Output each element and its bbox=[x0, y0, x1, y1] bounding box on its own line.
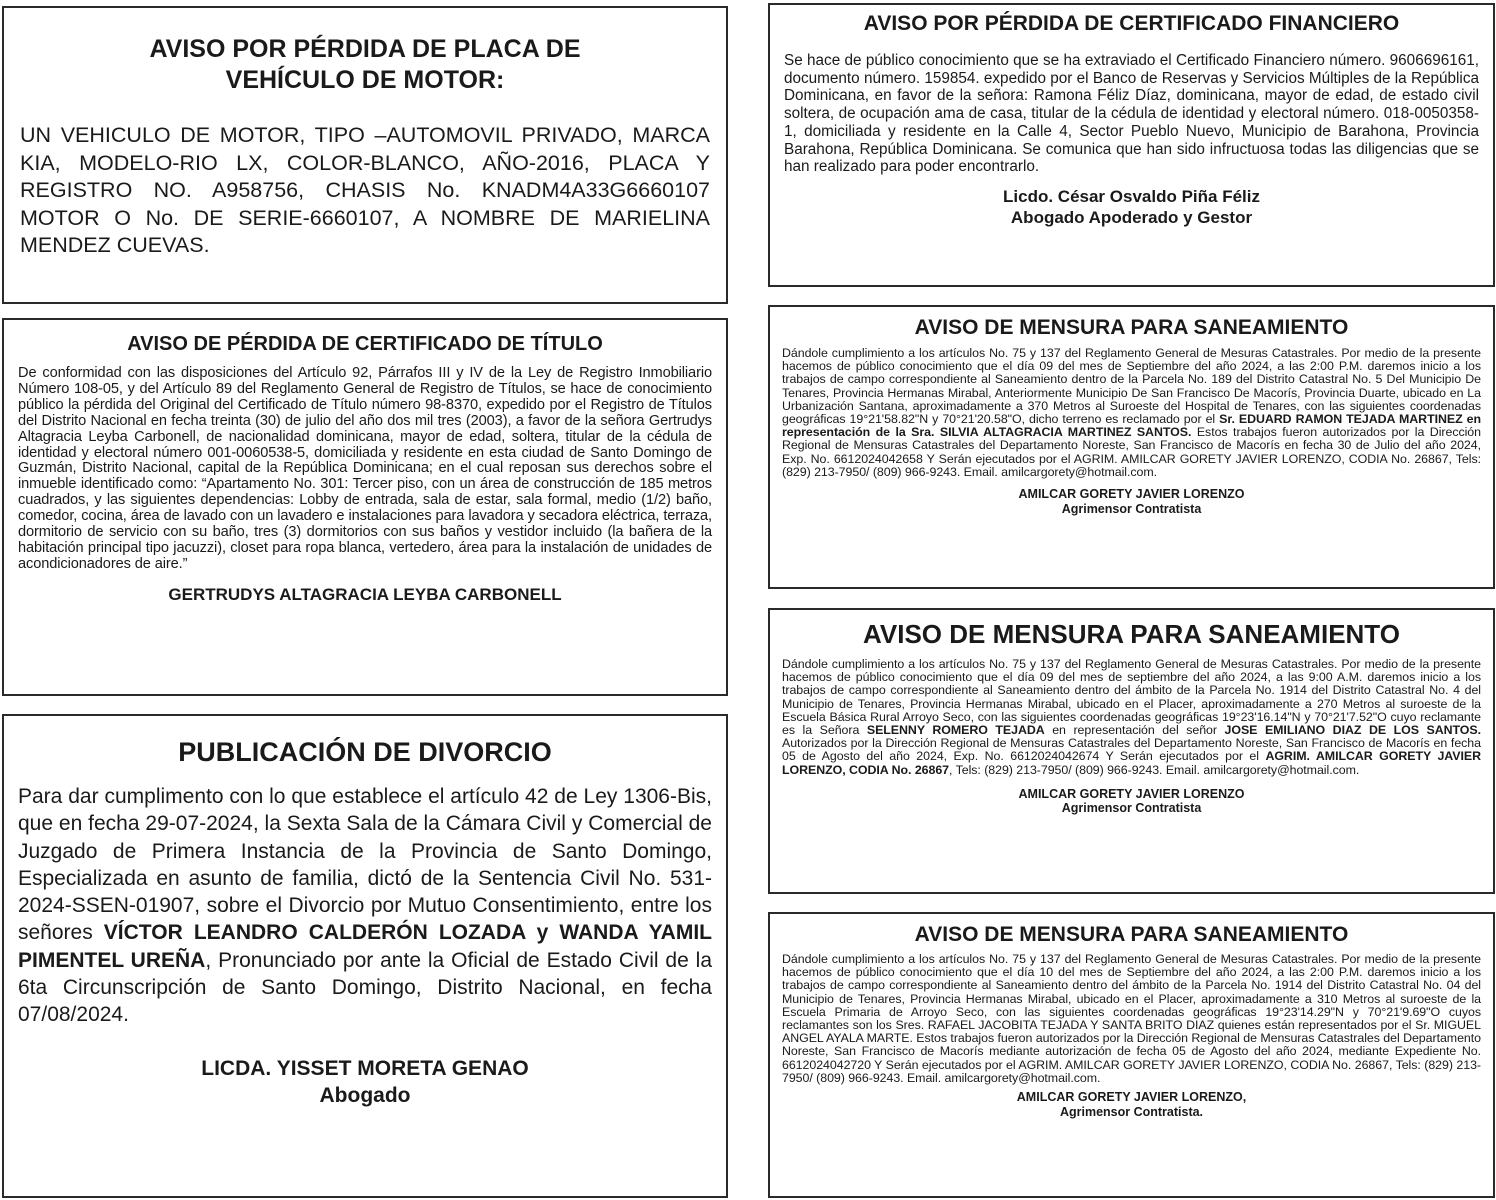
signature-block bbox=[782, 1090, 1481, 1119]
notice-title: AVISO DE MENSURA PARA SANEAMIENTO bbox=[914, 923, 1349, 946]
body-bold-names: VÍCTOR LEANDRO CALDERÓN LOZADA y WANDA YAMIL PIMENTEL UREÑA bbox=[18, 921, 712, 972]
notice-body bbox=[782, 658, 1481, 777]
notice-financial-certificate-loss bbox=[768, 3, 1495, 287]
body-text: Dándole cumplimiento a los artículos No. 75 y 137 del Reglamento General de Mesuras Catastrales. Por medio de la presente hacemos de público conocimiento que el día 09 del mes de septiembre del año 2024, a las 9:00 A.M. daremos inicio a los trabajos de campo correspondiente al Saneamiento dentro del ámbito de la Parcela No. 1914 del Distrito Catastral No. 4 del Municipio de Tenares, Provincia Hermanas Mirabal, ubicado en el Placer, aproximadamente a 270 Metros al suroeste de la Escuela Básica Rural Arroyo Seco, con las siguientes coordenadas geográficas 19°23'16.14"N y 70°21'7.52"O cuyo reclamante es la Señora bbox=[782, 657, 1481, 738]
body-bold-names: SELENNY ROMERO TEJADA bbox=[866, 723, 1045, 738]
notice-body: Dándole cumplimiento a los artículos No. 75 y 137 del Reglamento General de Mesuras Catastrales. Por medio de la presente hacemos de público conocimiento que el día 10 del mes de Septiembre del año 2024, a las 2:00 P.M. daremos inicio a los trabajos de campo correspondiente al Saneamiento dentro del ámbito de la Parcela No. 1914 del Distrito Catastral No. 04 del Municipio de Tenares, Provincia Hermanas Mirabal, ubicado en el Placer, aproximadamente a 310 Metros al suroeste de la Escuela Primaria de Arroyo Seco, con las siguientes coordenadas geográficas 19°23'14.29"N y 70°21'9.69"O cuyos reclamantes son los Sres. RAFAEL JACOBITA TEJADA Y SANTA BRITO DIAZ quienes están representados por el Sr. MIGUEL ANGEL AYALA MARTE. Estos trabajos fueron autorizados por la Dirección Regional de Mensuras Catastrales del Departamento Noreste, San Francisco de Macorís mediante autorización de fecha 05 de Agosto del año 2024, mediante Expediente No. 6612024042720 Y Serán ejecutados por el AGRIM. AMILCAR GORETY JAVIER LORENZO, CODIA No. 26867, Tels: (829) 213-7950/ (809) 966-9243. Email. amilcargorety@hotmail.com. bbox=[782, 952, 1481, 1085]
notice-survey-1 bbox=[768, 305, 1495, 589]
notice-title: PUBLICACIÓN DE DIVORCIO bbox=[178, 737, 552, 767]
signature-block bbox=[782, 487, 1481, 516]
body-text: , Tels: (829) 213-7950/ (809) 966-9243. Email. amilcargorety@hotmail.com. bbox=[949, 762, 1360, 777]
notice-survey-3 bbox=[768, 912, 1495, 1198]
signature-name: Licdo. César Osvaldo Piña Féliz bbox=[1003, 186, 1260, 206]
notice-plate-loss bbox=[2, 6, 728, 304]
body-text: Dándole cumplimiento a los artículos No. 75 y 137 del Reglamento General de Mesuras Catastrales. Por medio de la presente hacemos de público conocimiento que el día 09 del mes de Septiembre del año 2024, a las 2:00 P.M. daremos inicio a los trabajos de campo correspondiente al Saneamiento dentro de la Parcela No. 189 del Distrito Catastral No. 5 Del Municipio De Tenares, Provincia Hermanas Mirabal, Anteriormente Municipio De San Francisco De Macorís, Provincia Duarte, ubicado en La Urbanización Santana, aproximadamente a 370 Metros al Suroeste del Hospital de Tenares, con las siguientes coordenadas geográficas 19°21'58.82"N y 70°21'20.58"O, dicho terreno es reclamado por el bbox=[782, 346, 1481, 427]
notice-body bbox=[782, 347, 1481, 479]
signature-name: LICDA. YISSET MORETA GENAO bbox=[201, 1056, 529, 1080]
signature-role: Agrimensor Contratista bbox=[1061, 801, 1202, 816]
signature-name: AMILCAR GORETY JAVIER LORENZO bbox=[1018, 786, 1245, 801]
body-text: , Pronunciado por ante la Oficial de Estado Civil de la 6ta Circunscripción de Santo Domingo, Distrito Nacional, en fecha 07/08/2024. bbox=[18, 948, 712, 1027]
body-text: Para dar cumplimento con lo que establece el artículo 42 de Ley 1306-Bis, que en fecha 29-07-2024, la Sexta Sala de la Cámara Civil y Comercial de Juzgado de Primera Instancia de la Provincia de Santo Domingo, Especializada en asunto de familia, dictó de la Sentencia Civil No. 531-2024-SSEN-01907, sobre el Divorcio por Mutuo Consentimiento, entre los señores bbox=[18, 785, 712, 945]
signature-name: AMILCAR GORETY JAVIER LORENZO bbox=[1018, 487, 1245, 502]
body-bold-names: Sr. EDUARD RAMON TEJADA MARTINEZ en representación de la Sra. SILVIA ALTAGRACIA MARTINEZ SANTOS. bbox=[782, 412, 1481, 440]
notice-title-certificate-loss bbox=[2, 318, 728, 696]
notice-title: AVISO DE MENSURA PARA SANEAMIENTO bbox=[863, 619, 1400, 649]
notice-divorce-publication bbox=[2, 714, 728, 1198]
notice-title: AVISO DE PÉRDIDA DE CERTIFICADO DE TÍTULO bbox=[127, 333, 603, 355]
body-bold-names: JOSE EMILIANO DIAZ DE LOS SANTOS. bbox=[1224, 723, 1481, 738]
body-text: Autorizados por la Dirección Regional de Mensuras Catastrales del Departamento Noreste, San Francisco de Macorís en fecha 05 de Agosto del año 2024, Exp. No. 6612024042674 Y Serán ejecutados por el bbox=[782, 736, 1481, 764]
notice-body bbox=[18, 783, 712, 1029]
body-text: en representación del señor bbox=[1044, 723, 1225, 738]
notice-survey-2 bbox=[768, 608, 1495, 894]
notice-body: Se hace de público conocimiento que se ha extraviado el Certificado Financiero número. 9606696161, documento número. 159854. expedido por el Banco de Reservas y Servicios Múltiples de la República Dominicana, en favor de la señora: Ramona Féliz Díaz, dominicana, mayor de edad, de estado civil soltera, de ocupación ama de casa, titular de la cédula de identidad y electoral número. 018-0050358-1, domiciliada y residente en la Calle 4, Sector Pueblo Nuevo, Municipio de Barahona, Provincia Barahona, República Dominicana. Se comunica que han sido infructuosa todas las diligencias que se han realizado para poder encontrarlo. bbox=[784, 52, 1479, 176]
body-bold-names: AGRIM. AMILCAR GORETY JAVIER LORENZO, CODIA No. 26867 bbox=[782, 749, 1481, 777]
signature-role: Abogado Apoderado y Gestor bbox=[1010, 207, 1253, 227]
notice-title: AVISO DE MENSURA PARA SANEAMIENTO bbox=[914, 316, 1349, 339]
signature-block bbox=[784, 186, 1479, 228]
signature-role: Abogado bbox=[319, 1083, 411, 1107]
title-line: VEHÍCULO DE MOTOR: bbox=[225, 66, 505, 94]
signature-name: GERTRUDYS ALTAGRACIA LEYBA CARBONELL bbox=[168, 584, 562, 604]
signature-role: Agrimensor Contratista. bbox=[1059, 1104, 1204, 1119]
body-text: Estos trabajos fueron autorizados por la Dirección Regional de Mensuras Catastrales del Departamento Noreste, San Francisco de Macorís en fecha 30 de Julio del año 2024, Exp. No. 6612024042658 Y Serán ejecutados por el AGRIM. AMILCAR GORETY JAVIER LORENZO, CODIA No. 26867, Tels: (829) 213-7950/ (809) 966-9243. Email. amilcargorety@hotmail.com. bbox=[782, 425, 1481, 479]
signature-name: AMILCAR GORETY JAVIER LORENZO, bbox=[1016, 1090, 1247, 1105]
signature-block bbox=[18, 1055, 712, 1109]
notice-title: AVISO POR PÉRDIDA DE CERTIFICADO FINANCIERO bbox=[863, 12, 1400, 35]
signature-block bbox=[782, 787, 1481, 816]
notice-title bbox=[20, 34, 710, 96]
signature-role: Agrimensor Contratista bbox=[1061, 501, 1202, 516]
notice-body: UN VEHICULO DE MOTOR, TIPO –AUTOMOVIL PRIVADO, MARCA KIA, MODELO-RIO LX, COLOR-BLANCO, AÑO-2016, PLACA Y REGISTRO NO. A958756, CHASIS No. KNADM4A33G6660107 MOTOR O No. DE SERIE-6660107, A NOMBRE DE MARIELINA MENDEZ CUEVAS. bbox=[20, 123, 710, 257]
title-line: AVISO POR PÉRDIDA DE PLACA DE bbox=[149, 35, 581, 63]
notice-body: De conformidad con las disposiciones del Artículo 92, Párrafos III y IV de la Ley de Registro Inmobiliario Número 108-05, y del Artículo 89 del Reglamento General de Registro de Títulos, se hace de conocimiento público la pérdida del Original del Certificado de Título número 98-8370, expedido por el Registro de Títulos del Distrito Nacional en fecha treinta (30) de julio del año dos mil tres (2003), a favor de la señora Gertrudys Altagracia Leyba Carbonell, de nacionalidad dominicana, mayor de edad, soltera, titular de la cédula de identidad y electoral número 001-0060538-5, domiciliada y residente en esta ciudad de Santo Domingo de Guzmán, Distrito Nacional, capital de la República Dominicana; en el cual reposan sus derechos sobre el inmueble identificado como: “Apartamento No. 301: Tercer piso, con un área de construcción de 185 metros cuadrados, y las siguientes dependencias: Lobby de entrada, sala de estar, sala formal, medio (1/2) baño, comedor, cocina, área de lavado con un lavadero e instalaciones para lavadora y secadora eléctrica, terraza, dormitorio de servicio con su baño, tres (3) dormitorios con sus baños y vestidor incluido (la bañera de la habitación principal tipo jacuzzi), closet para ropa blanca, vertedero, área para la instalación de unidades de acondicionadores de aire.” bbox=[18, 365, 712, 572]
